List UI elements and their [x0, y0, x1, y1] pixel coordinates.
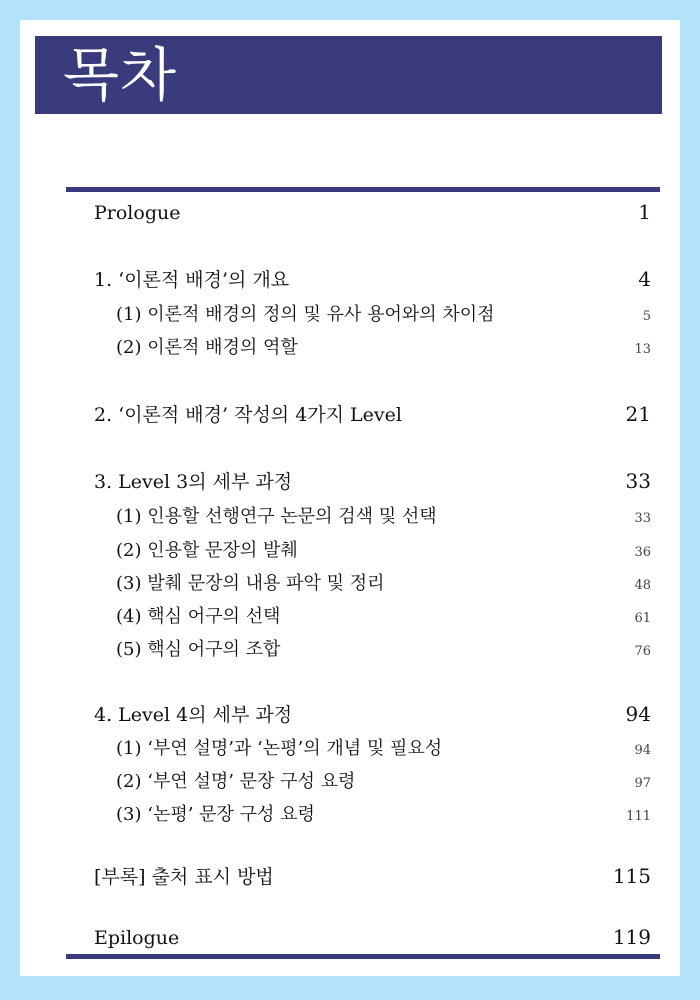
toc-label: (1) 인용할 선행연구 논문의 검색 및 선택	[116, 506, 437, 527]
toc-page-number: 33	[625, 469, 651, 493]
toc-page-number: 94	[634, 743, 651, 758]
toc-entry-chapter-3	[94, 467, 651, 494]
toc-page-number: 21	[625, 402, 651, 426]
toc-entry-chapter-4	[94, 700, 651, 727]
toc-entry-prologue	[94, 200, 651, 224]
toc-entry-chapter-3-section-1	[116, 502, 651, 528]
toc-label: Epilogue	[94, 927, 180, 949]
title-banner	[35, 36, 662, 114]
toc-entry-chapter-1	[94, 265, 651, 292]
toc-label: (3) 발췌 문장의 내용 파악 및 정리	[116, 573, 385, 594]
toc-page-number: 76	[634, 644, 651, 659]
toc-entry-chapter-4-section-3	[116, 800, 651, 826]
toc-label: (5) 핵심 어구의 조합	[116, 639, 281, 660]
toc-entry-appendix	[94, 862, 651, 889]
toc-label: (1) 이론적 배경의 정의 및 유사 용어와의 차이점	[116, 304, 495, 325]
page-title: 목차	[63, 41, 178, 109]
toc-entry-chapter-4-section-2	[116, 767, 651, 793]
toc-entry-chapter-3-section-2	[116, 536, 651, 562]
toc-label: (3) ‘논평’ 문장 구성 요령	[116, 804, 315, 825]
toc-entry-chapter-1-section-1	[116, 300, 651, 326]
toc-page-number: 36	[634, 545, 651, 560]
document-page	[20, 20, 680, 976]
toc-label: [부록] 출처 표시 방법	[94, 866, 274, 888]
toc-page-number: 13	[634, 342, 651, 357]
toc-label: 4. Level 4의 세부 과정	[94, 704, 293, 726]
toc-entry-chapter-4-section-1	[116, 734, 651, 760]
top-divider	[66, 187, 660, 192]
toc-entry-chapter-3-section-3	[116, 569, 651, 595]
toc-label: (2) 이론적 배경의 역할	[116, 337, 298, 358]
toc-entry-chapter-3-section-4	[116, 602, 651, 628]
toc-label: (2) 인용할 문장의 발췌	[116, 540, 298, 561]
toc-label: (1) ‘부연 설명’과 ‘논평’의 개념 및 필요성	[116, 738, 443, 759]
toc-page-number: 111	[626, 809, 651, 824]
toc-label: 1. ‘이론적 배경’의 개요	[94, 269, 290, 291]
toc-page-number: 115	[612, 864, 651, 888]
toc-entry-chapter-1-section-2	[116, 333, 651, 359]
toc-page-number: 48	[634, 578, 651, 593]
toc-page-number: 4	[638, 267, 651, 291]
toc-label: Prologue	[94, 202, 181, 224]
toc-page-number: 61	[634, 611, 651, 626]
toc-entry-chapter-2	[94, 400, 651, 427]
toc-page-number: 94	[625, 702, 651, 726]
toc-page-number: 5	[642, 309, 651, 324]
toc-page-number: 1	[638, 200, 651, 224]
toc-label: (4) 핵심 어구의 선택	[116, 606, 281, 627]
toc-page-number: 97	[634, 776, 651, 791]
toc-label: (2) ‘부연 설명’ 문장 구성 요령	[116, 771, 356, 792]
bottom-divider	[66, 954, 660, 959]
toc-label: 3. Level 3의 세부 과정	[94, 471, 293, 493]
toc-entry-epilogue	[94, 925, 651, 949]
toc-label: 2. ‘이론적 배경’ 작성의 4가지 Level	[94, 404, 402, 426]
toc-page-number: 33	[634, 511, 651, 526]
toc-page-number: 119	[612, 925, 651, 949]
toc-entry-chapter-3-section-5	[116, 635, 651, 661]
